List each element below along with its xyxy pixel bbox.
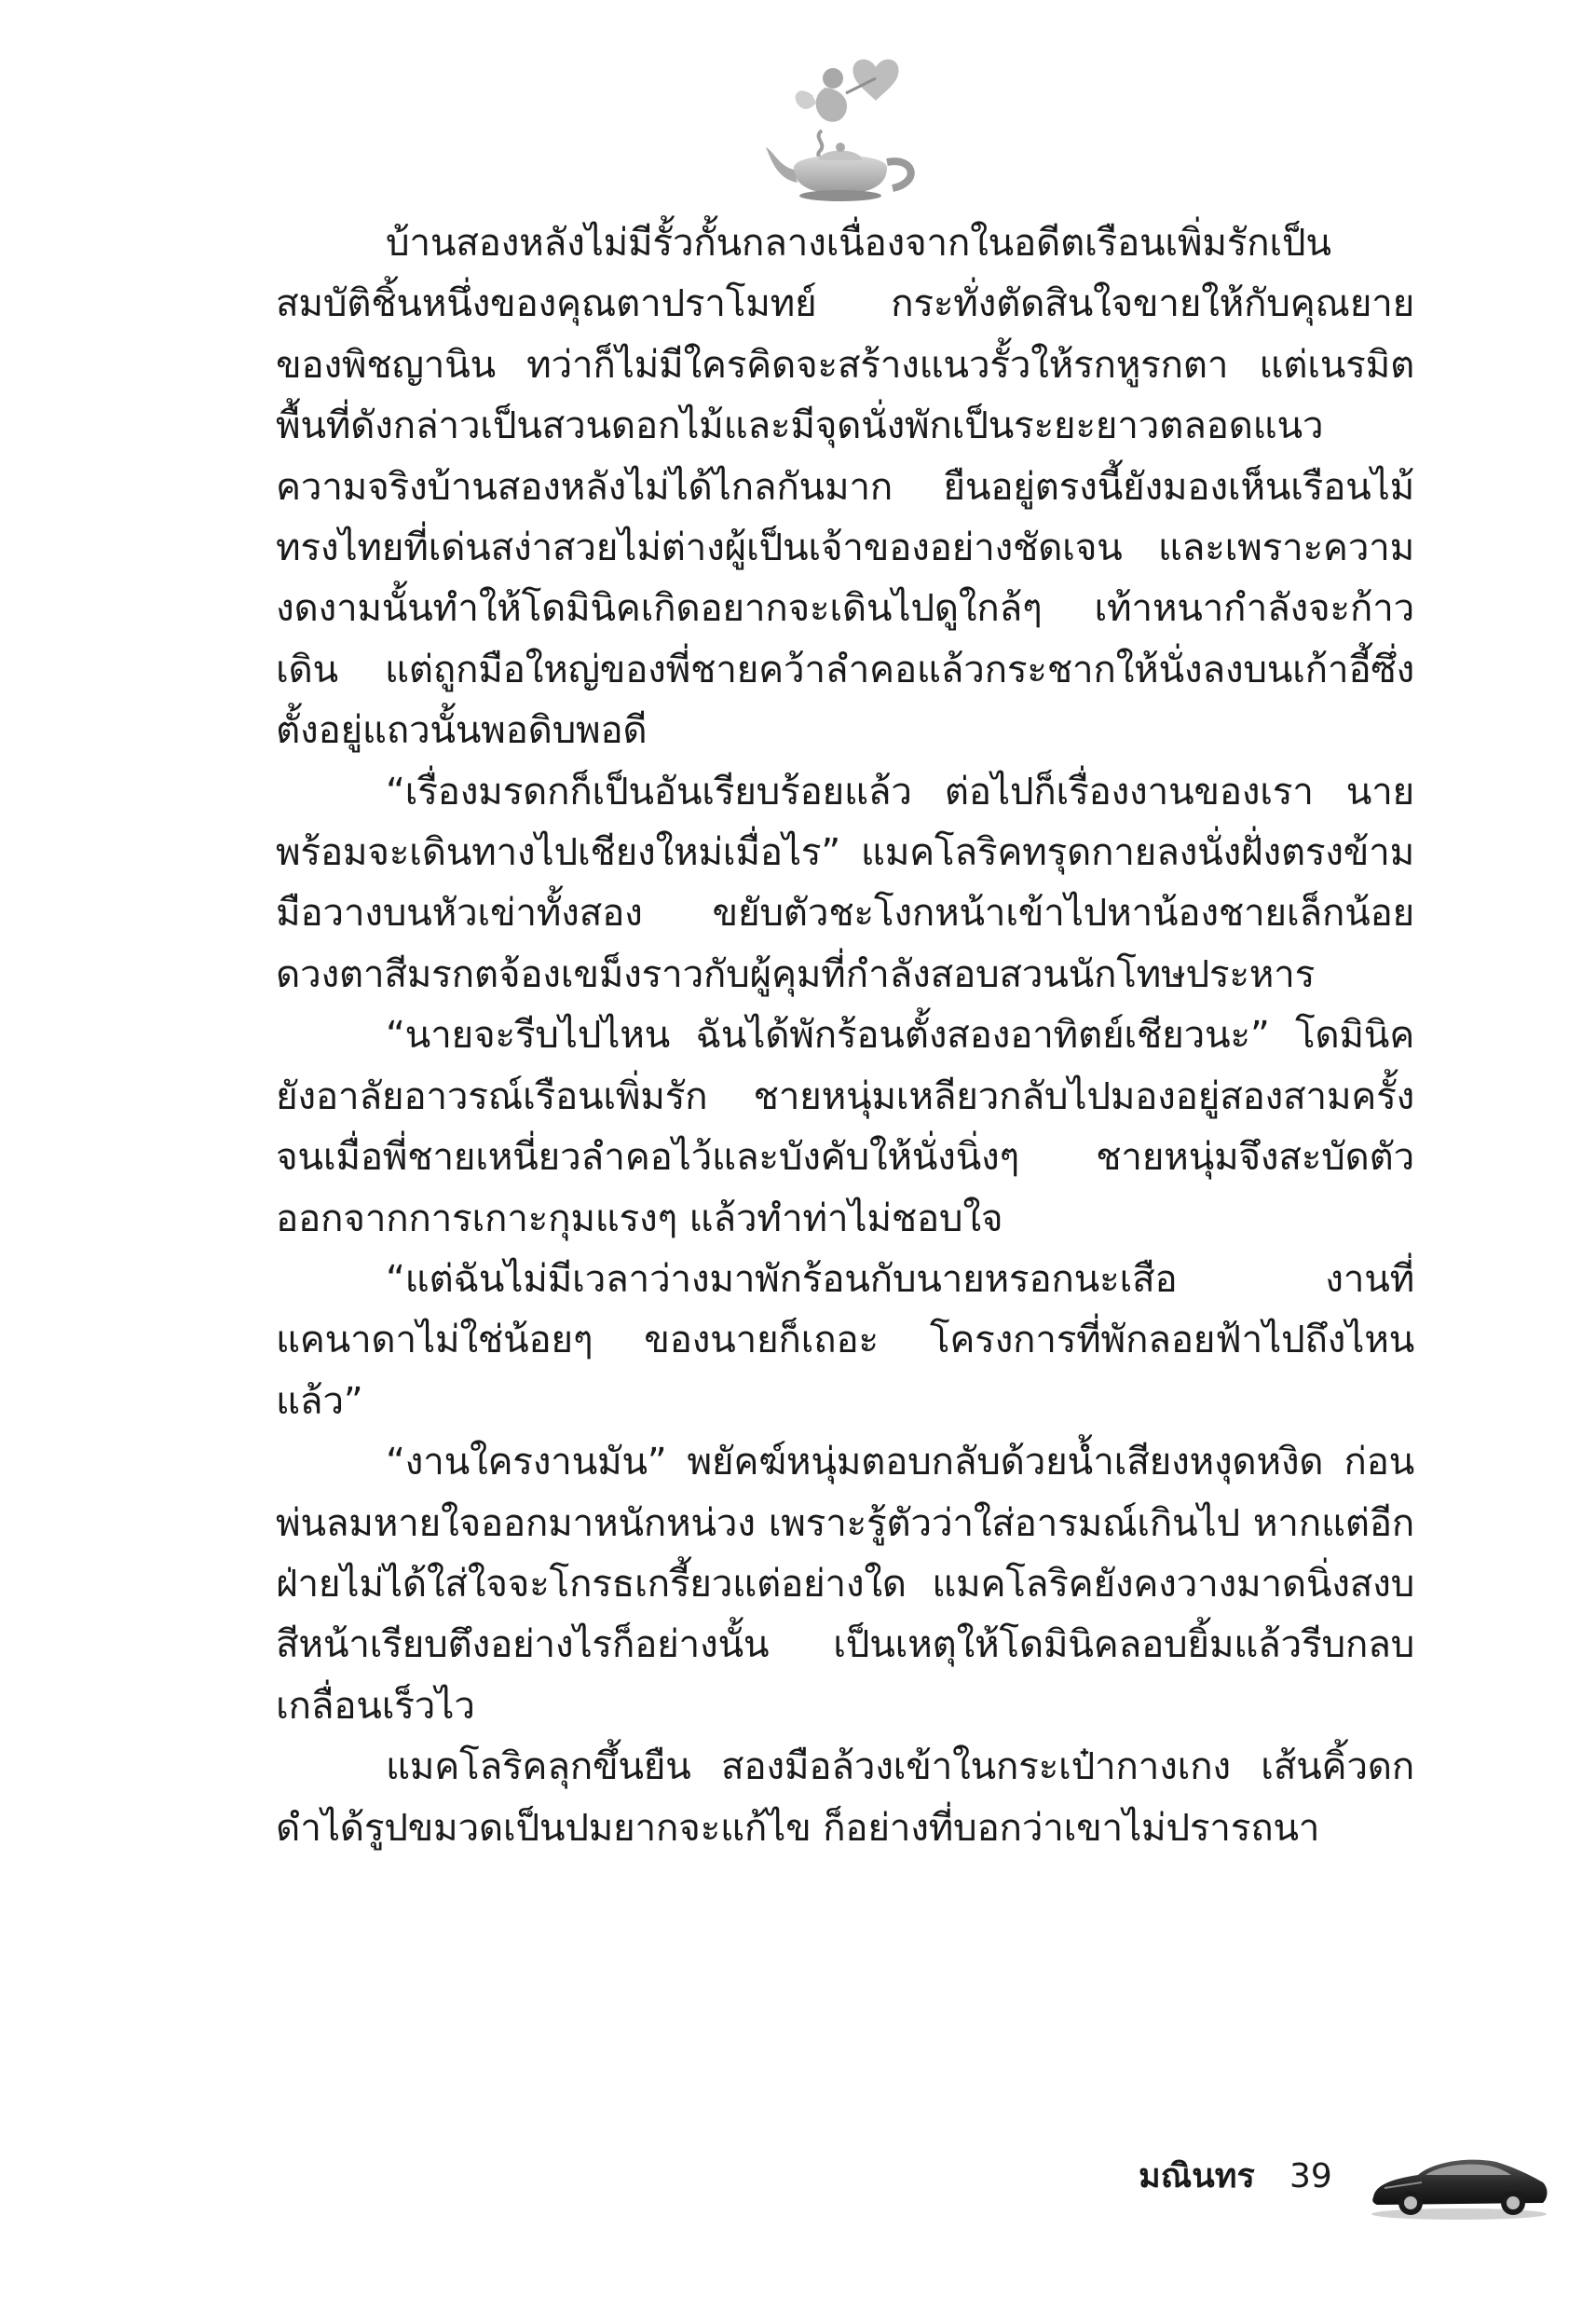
paragraph-2: “เรื่องมรดกก็เป็นอันเรียบร้อยแล้ว ต่อไปก็เรื่องงานของเรา นายพร้อมจะเดินทางไปเชียงใหม่เมื่อไร” แมคโลริคทรุดกายลงนั่งฝั่งตรงข้าม มือวางบนหัวเข่าทั้งสอง ขยับตัวชะโงกหน้าเข้าไปหาน้องชายเล็กน้อย ดวงตาสีมรกตจ้องเขม็งราวกับผู้คุมที่กำลังสอบสวนนักโทษประหาร bbox=[276, 768, 1414, 996]
sports-car-icon bbox=[1366, 2140, 1552, 2222]
body-text bbox=[276, 212, 1414, 1858]
paragraph-6: แมคโลริคลุกขึ้นยืน สองมือล้วงเข้าในกระเป๋ากางเกง เส้นคิ้วดกดำได้รูปขมวดเป็นปมยากจะแก้ไข ก็อย่างที่บอกว่าเขาไม่ปรารถนา bbox=[276, 1744, 1414, 1850]
page-number: 39 bbox=[1289, 2157, 1332, 2195]
cupid-teapot-ornament-icon bbox=[757, 47, 934, 205]
paragraph-5: “งานใครงานมัน” พยัคฆ์หนุ่มตอบกลับด้วยน้ำเสียงหงุดหงิด ก่อนพ่นลมหายใจออกมาหนักหน่วง เพราะรู้ตัวว่าใส่อารมณ์เกินไป หากแต่อีกฝ่ายไม่ได้ใส่ใจจะโกรธเกรี้ยวแต่อย่างใด แมคโลริคยังคงวางมาดนิ่งสงบ สีหน้าเรียบตึงอย่างไรก็อย่างนั้น เป็นเหตุให้โดมินิคลอบยิ้มแล้วรีบกลบเกลื่อนเร็วไว bbox=[276, 1439, 1414, 1728]
footer-book-title: มณินทร bbox=[1139, 2157, 1255, 2195]
paragraph-1: บ้านสองหลังไม่มีรั้วกั้นกลางเนื่องจากในอดีตเรือนเพิ่มรักเป็นสมบัติชิ้นหนึ่งของคุณตาปราโมทย์ กระทั่งตัดสินใจขายให้กับคุณยายของพิชญานิน ทว่าก็ไม่มีใครคิดจะสร้างแนวรั้วให้รกหูรกตา แต่เนรมิตพื้นที่ดังกล่าวเป็นสวนดอกไม้และมีจุดนั่งพักเป็นระยะยาวตลอดแนว ความจริงบ้านสองหลังไม่ได้ไกลกันมาก ยืนอยู่ตรงนี้ยังมองเห็นเรือนไม้ทรงไทยที่เด่นสง่าสวยไม่ต่างผู้เป็นเจ้าของอย่างชัดเจน และเพราะความงดงามนั้นทำให้โดมินิคเกิดอยากจะเดินไปดูใกล้ๆ เท้าหนากำลังจะก้าวเดิน แต่ถูกมือใหญ่ของพี่ชายคว้าลำคอแล้วกระชากให้นั่งลงบนเก้าอี้ซึ่งตั้งอยู่แถวนั้นพอดิบพอดี bbox=[276, 220, 1414, 753]
paragraph-3: “นายจะรีบไปไหน ฉันได้พักร้อนตั้งสองอาทิตย์เชียวนะ” โดมินิคยังอาลัยอาวรณ์เรือนเพิ่มรัก ชายหนุ่มเหลียวกลับไปมองอยู่สองสามครั้ง จนเมื่อพี่ชายเหนี่ยวลำคอไว้และบังคับให้นั่งนิ่งๆ ชายหนุ่มจึงสะบัดตัวออกจากการเกาะกุมแรงๆ แล้วทำท่าไม่ชอบใจ bbox=[276, 1012, 1414, 1240]
paragraph-4: “แต่ฉันไม่มีเวลาว่างมาพักร้อนกับนายหรอกนะเสือ งานที่แคนาดาไม่ใช่น้อยๆ ของนายก็เถอะ โครงการที่พักลอยฟ้าไปถึงไหนแล้ว” bbox=[276, 1255, 1414, 1423]
